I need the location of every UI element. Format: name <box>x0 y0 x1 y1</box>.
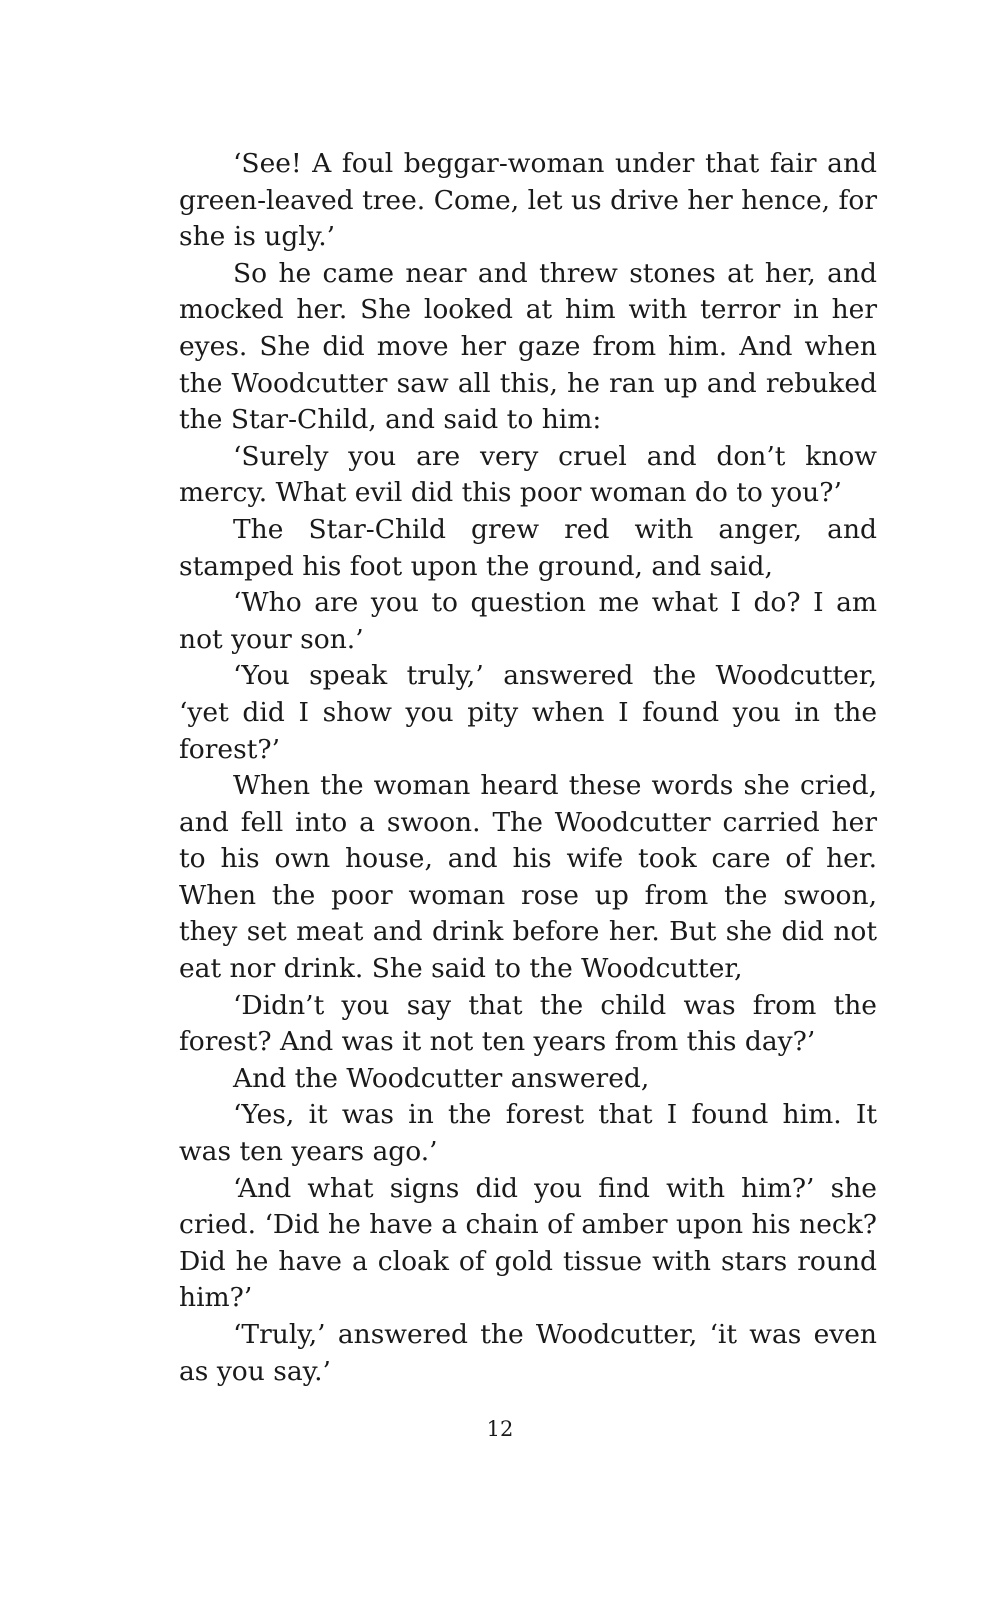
body-text <box>179 146 877 1390</box>
paragraph: ‘Didn’t you say that the child was from the forest? And was it not ten years from this day?’ <box>179 989 877 1058</box>
paragraph: ‘Surely you are very cruel and don’t know mercy. What evil did this poor woman do to you?’ <box>179 440 877 509</box>
paragraph: ‘You speak truly,’ answered the Woodcutter, ‘yet did I show you pity when I found you in the forest?’ <box>179 660 877 765</box>
paragraph: ‘Who are you to question me what I do? I am not your son.’ <box>179 587 877 655</box>
paragraph: ‘And what signs did you find with him?’ she cried. ‘Did he have a chain of amber upon his neck? Did he have a cloak of gold tissue with stars round him?’ <box>179 1172 877 1314</box>
paragraph: ‘See! A foul beggar-woman under that fair and green-leaved tree. Come, let us drive her hence, for she is ugly.’ <box>179 148 877 253</box>
paragraph: ‘Truly,’ answered the Woodcutter, ‘it was even as you say.’ <box>179 1319 877 1387</box>
paragraph: And the Woodcutter answered, <box>233 1062 650 1094</box>
paragraph: ‘Yes, it was in the forest that I found him. It was ten years ago.’ <box>179 1099 877 1168</box>
paragraph: When the woman heard these words she cried, and fell into a swoon. The Woodcutter carried her to his own house, and his wife took care of her. When the poor woman rose up from the swoon, they set meat and drink before her. But she did not eat nor drink. She said to the Woodcutter, <box>179 770 877 985</box>
paragraph: The Star-Child grew red with anger, and stamped his foot upon the ground, and said, <box>179 513 877 582</box>
page-number: 12 <box>486 1417 514 1441</box>
paragraph: So he came near and threw stones at her, and mocked her. She looked at him with terror in her eyes. She did move her gaze from him. And when the Woodcutter saw all this, he ran up and rebuked the Star-Child, and said to him: <box>179 257 877 436</box>
